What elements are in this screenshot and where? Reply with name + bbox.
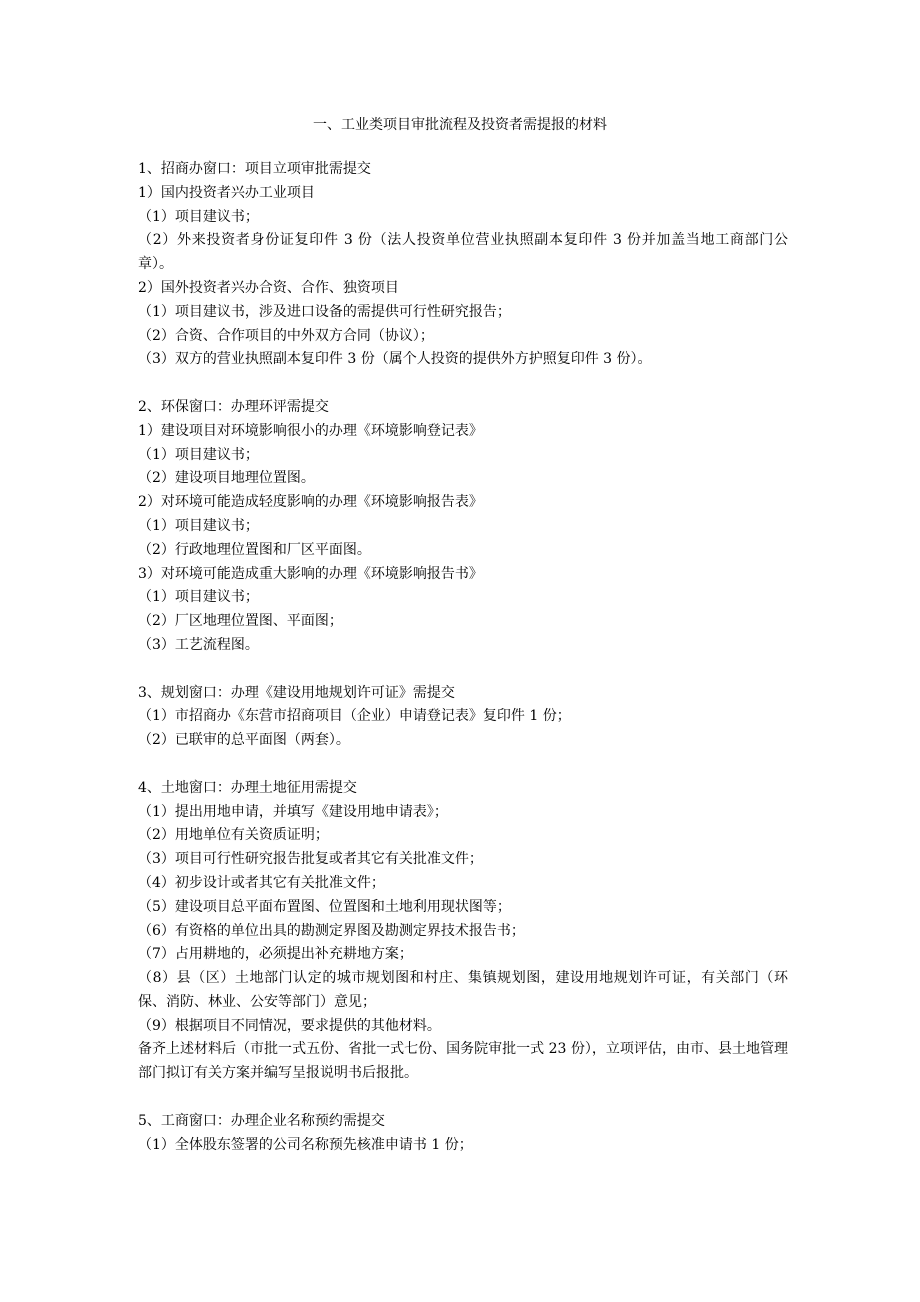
document-body xyxy=(138,158,788,1157)
list-item: （8）县（区）土地部门认定的城市规划图和村庄、集镇规划图，建设用地规划许可证，有关部门（环保、消防、林业、公安等部门）意见； xyxy=(138,970,788,1010)
list-item: （2）厂区地理位置图、平面图； xyxy=(138,613,343,630)
list-item: （9）根据项目不同情况，要求提供的其他材料。 xyxy=(138,1017,441,1034)
list-item: （3）双方的营业执照副本复印件 3 份（属个人投资的提供外方护照复印件 3 份）。 xyxy=(138,351,652,368)
spacer xyxy=(138,658,788,682)
list-item: （1）全体股东签署的公司名称预先核准申请书 1 份； xyxy=(138,1136,473,1153)
list-item: （2）外来投资者身份证复印件 3 份（法人投资单位营业执照副本复印件 3 份并加盖当地工商部门公章）。 xyxy=(138,232,788,273)
list-item: （1）项目建议书； xyxy=(138,589,259,606)
subsection-heading: 3）对环境可能造成重大影响的办理《环境影响报告书》 xyxy=(138,565,483,582)
list-item: （1）项目建议书； xyxy=(138,208,259,225)
list-item: （2）已联审的总平面图（两套）。 xyxy=(138,732,350,749)
list-item: （2）用地单位有关资质证明； xyxy=(138,827,329,844)
spacer xyxy=(138,1086,788,1110)
subsection-heading: 1）建设项目对环境影响很小的办理《环境影响登记表》 xyxy=(138,422,483,439)
section-note: 备齐上述材料后（市批一式五份、省批一式七份、国务院审批一式 23 份），立项评估，由市、县土地管理部门拟订有关方案并编写呈报说明书后报批。 xyxy=(138,1041,788,1082)
subsection-heading: 2）对环境可能造成轻度影响的办理《环境影响报告表》 xyxy=(138,494,483,511)
subsection-heading: 2）国外投资者兴办合资、合作、独资项目 xyxy=(138,279,399,296)
list-item: （1）提出用地申请，并填写《建设用地申请表》； xyxy=(138,803,448,820)
list-item: （1）项目建议书； xyxy=(138,446,259,463)
spacer xyxy=(138,372,788,396)
section-heading: 1、招商办窗口：项目立项审批需提交 xyxy=(138,161,371,177)
spacer xyxy=(138,753,788,777)
list-item: （4）初步设计或者其它有关批准文件； xyxy=(138,874,385,891)
list-item: （3）项目可行性研究报告批复或者其它有关批准文件； xyxy=(138,851,483,868)
list-item: （1）项目建议书，涉及进口设备的需提供可行性研究报告； xyxy=(138,303,511,320)
list-item: （7）占用耕地的，必须提出补充耕地方案； xyxy=(138,946,413,963)
list-item: （2）行政地理位置图和厂区平面图。 xyxy=(138,541,371,558)
list-item: （6）有资格的单位出具的勘测定界图及勘测定界技术报告书； xyxy=(138,922,525,939)
list-item: （5）建设项目总平面布置图、位置图和土地利用现状图等； xyxy=(138,898,511,915)
section-heading: 2、环保窗口：办理环评需提交 xyxy=(138,398,329,415)
section-heading: 3、规划窗口：办理《建设用地规划许可证》需提交 xyxy=(138,684,455,701)
list-item: （1）项目建议书； xyxy=(138,517,259,534)
section-heading: 5、工商窗口：办理企业名称预约需提交 xyxy=(138,1112,385,1129)
section-heading: 4、土地窗口：办理土地征用需提交 xyxy=(138,779,357,796)
list-item: （3）工艺流程图。 xyxy=(138,636,259,653)
list-item: （2）建设项目地理位置图。 xyxy=(138,470,315,487)
document-title: 一、工业类项目审批流程及投资者需提报的材料 xyxy=(313,117,607,133)
subsection-heading: 1）国内投资者兴办工业项目 xyxy=(138,184,315,201)
list-item: （2）合资、合作项目的中外双方合同（协议）； xyxy=(138,327,434,344)
list-item: （1）市招商办《东营市招商项目（企业）申请登记表》复印件 1 份； xyxy=(138,708,571,725)
